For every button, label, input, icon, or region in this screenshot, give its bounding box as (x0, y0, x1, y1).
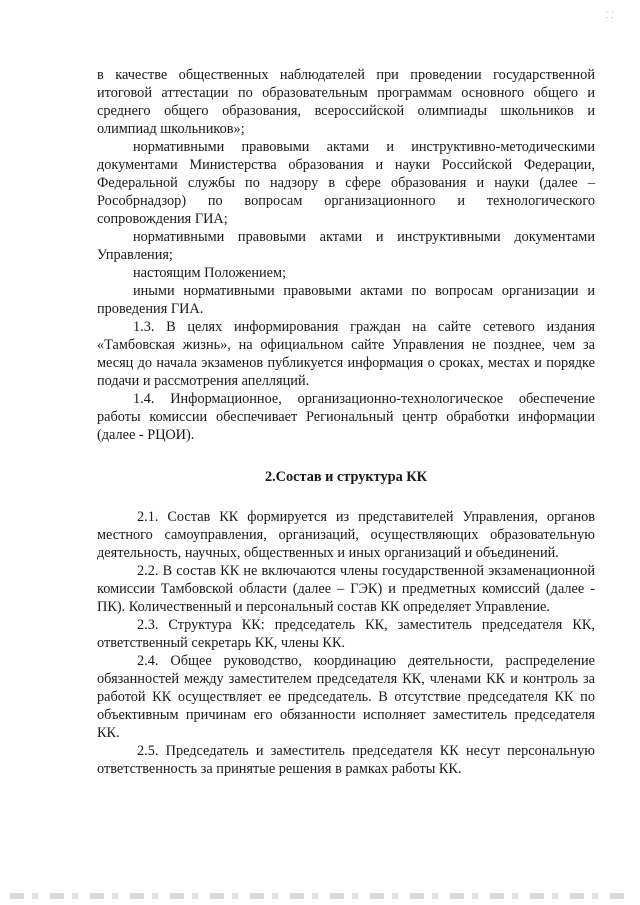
paragraph-1-3: 1.3. В целях информирования граждан на сайте сетевого издания «Тамбовская жизнь», на официальном сайте Управления не позднее, чем за месяц до начала экзаменов публикуется информация о сроках, местах и порядке подачи и рассмотрения апелляций. (97, 319, 595, 389)
paragraph-2-2: 2.2. В состав КК не включаются члены государственной экзаменационной комиссии Тамбовской области (далее – ГЭК) и предметных комиссий (далее - ПК). Количественный и персональный состав КК определяет Управление. (97, 563, 595, 615)
paragraph-ministry-acts: нормативными правовыми актами и инструктивно-методическими документами Министерства образования и науки Российской Федерации, Федеральной службы по надзору в сфере образования и науки (далее – Рособрнадзор) по вопросам организационного и технологического сопровождения ГИА; (97, 139, 595, 227)
scan-corner-mark: ⸬ (606, 10, 614, 20)
paragraph-regulation: настоящим Положением; (133, 265, 287, 281)
paragraph-2-1: 2.1. Состав КК формируется из представителей Управления, органов местного самоуправления, организаций, осуществляющих образовательную деятельность, научных, общественных и иных организаций и объединений. (97, 509, 595, 561)
scan-bottom-artifact (10, 893, 630, 899)
paragraph-2-4: 2.4. Общее руководство, координацию деятельности, распределение обязанностей между заместителем председателя КК, членами КК и контроль за работой КК осуществляет ее председатель. В отсутствие председателя КК по объективным причинам его обязанности исполняет заместитель председателя КК. (97, 653, 595, 741)
paragraph-administration-acts: нормативными правовыми актами и инструктивными документами Управления; (97, 229, 595, 263)
paragraph-other-acts: иными нормативными правовыми актами по вопросам организации и проведения ГИА. (97, 283, 595, 317)
paragraph-2-3: 2.3. Структура КК: председатель КК, заместитель председателя КК, ответственный секретарь КК, члены КК. (97, 617, 595, 651)
section-2-heading: 2.Состав и структура КК (264, 469, 428, 485)
paragraph-observers: в качестве общественных наблюдателей при проведении государственной итоговой аттестации по образовательным программам основного общего и среднего общего образования, всероссийской олимпиады школьников и олимпиад школьников»; (97, 67, 595, 137)
paragraph-1-4: 1.4. Информационное, организационно-технологическое обеспечение работы комиссии обеспечивает Региональный центр обработки информации (далее - РЦОИ). (97, 391, 595, 443)
document-body (97, 66, 595, 778)
paragraph-2-5: 2.5. Председатель и заместитель председателя КК несут персональную ответственность за принятые решения в рамках работы КК. (97, 743, 595, 777)
